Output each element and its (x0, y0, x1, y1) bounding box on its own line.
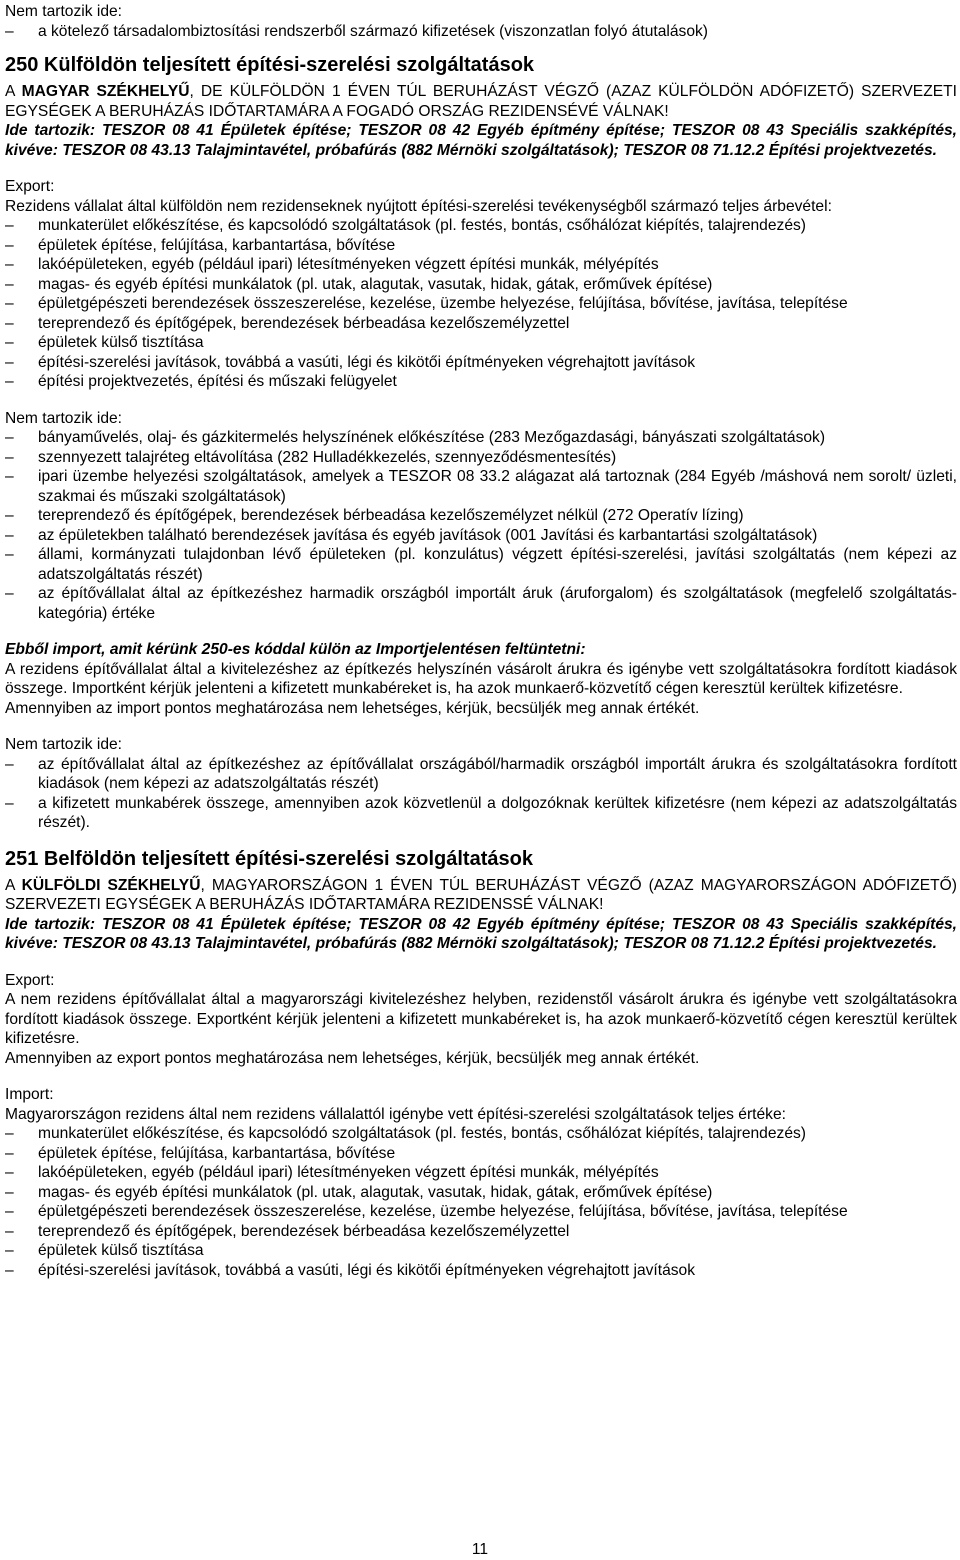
list-item: – ipari üzembe helyezési szolgáltatások, amelyek a TESZOR 08 33.2 alágazat alá tartoznak (284 Egyéb /máshová nem sorolt/ üzleti, szakmai és műszaki szolgáltatások) (5, 467, 957, 506)
list-item: – munkaterület előkészítése, és kapcsolódó szolgáltatások (pl. festés, bontás, csőhálózat kiépítés, talajrendezés) (5, 216, 957, 236)
section-250-export-list (5, 216, 957, 392)
section-250-not-included-list-2 (5, 755, 957, 833)
list-item: – az építővállalat által az építkezéshez harmadik országból importált áruk (áruforgalom) és szolgáltatások (megfelelő szolgáltatás-kategória) értéke (5, 584, 957, 623)
list-item: – épületek építése, felújítása, karbantartása, bővítése (5, 1144, 957, 1164)
list-item: – épületek külső tisztítása (5, 1241, 957, 1261)
page-number: 11 (471, 1541, 489, 1558)
list-item: – tereprendező és építőgépek, berendezések bérbeadása kezelőszemélyzet nélkül (272 Operatív lízing) (5, 506, 957, 526)
section-251 (5, 847, 957, 1281)
section-251-intro: A KÜLFÖLDI SZÉKHELYŰ, MAGYARORSZÁGON 1 ÉVEN TÚL BERUHÁZÁST VÉGZŐ (AZAZ MAGYARORSZÁGON ADÓFIZETŐ) SZERVEZETI EGYSÉGEK A BERUHÁZÁS IDŐTARTAMÁRA REZIDENSSÉ VÁLNAK! (5, 876, 957, 913)
list-item: – tereprendező és építőgépek, berendezések bérbeadása kezelőszemélyzettel (5, 314, 957, 334)
section-250 (5, 53, 957, 833)
section-251-import-label: Import: (5, 1086, 54, 1103)
list-item: – szennyezett talajréteg eltávolítása (282 Hulladékkezelés, szennyeződésmentesítés) (5, 448, 957, 468)
list-item: – lakóépületeken, egyéb (például ipari) létesítményeken végzett építési munkák, mélyépítés (5, 1163, 957, 1183)
section-250-intro-bold: MAGYAR SZÉKHELYŰ (21, 83, 190, 100)
list-item: – építési projektvezetés, építési és műszaki felügyelet (5, 372, 957, 392)
section-251-heading: 251 Belföldön teljesített építési-szerelési szolgáltatások (5, 847, 533, 870)
section-250-import-heading: Ebből import, amit kérünk 250-es kóddal külön az Importjelentésen feltüntetni: (5, 641, 586, 658)
section-250-not-included-list (5, 428, 957, 623)
list-item: – magas- és egyéb építési munkálatok (pl. utak, alagutak, vasutak, hidak, gátak, erőművek építése) (5, 1183, 957, 1203)
list-item: – épületgépészeti berendezések összeszerelése, kezelése, üzembe helyezése, felújítása, bővítése, javítása, telepítése (5, 1202, 957, 1222)
section-250-not-included-label-2: Nem tartozik ide: (5, 736, 122, 753)
section-250-heading: 250 Külföldön teljesített építési-szerelési szolgáltatások (5, 54, 535, 76)
list-item: – épületgépészeti berendezések összeszerelése, kezelése, üzembe helyezése, felújítása, bővítése, javítása, telepítése (5, 294, 957, 314)
section-251-export-label: Export: (5, 971, 55, 989)
section-251-export-estimate: Amennyiben az export pontos meghatározása nem lehetséges, kérjük, becsüljék meg annak értékét. (5, 1049, 700, 1067)
list-item: – magas- és egyéb építési munkálatok (pl. utak, alagutak, vasutak, hidak, gátak, erőművek építése) (5, 275, 957, 295)
document-page (5, 2, 957, 1280)
list-item: – munkaterület előkészítése, és kapcsolódó szolgáltatások (pl. festés, bontás, csőhálózat kiépítés, talajrendezés) (5, 1124, 957, 1144)
list-item: – a kifizetett munkabérek összege, amennyiben azok közvetlenül a dolgozóknak kerültek kifizetésre (nem képezi az adatszolgáltatás részét). (5, 794, 957, 833)
list-item: – a kötelező társadalombiztosítási rendszerből származó kifizetések (viszonzatlan folyó átutalások) (5, 22, 957, 42)
section-251-scope: Ide tartozik: TESZOR 08 41 Épületek építése; TESZOR 08 42 Egyéb építmény építése; TESZOR 08 43 Speciális szakképítés, kivéve: TESZOR 08 43.13 Talajmintavétel, próbafúrás (882 Mérnöki szolgáltatások); TESZOR 08 71.12.2 Építési projektvezetés. (5, 915, 957, 952)
section-250-export-label: Export: (5, 178, 55, 195)
list-item: – az építővállalat által az építkezéshez az építővállalat országából/harmadik országból importált árukra és szolgáltatásokra fordított kiadások (nem képezi az adatszolgáltatás részét) (5, 755, 957, 794)
list-item: – bányaművelés, olaj- és gázkitermelés helyszínének előkészítése (283 Mezőgazdasági, bányászati szolgáltatások) (5, 428, 957, 448)
section-250-intro: A MAGYAR SZÉKHELYŰ, DE KÜLFÖLDÖN 1 ÉVEN TÚL BERUHÁZÁST VÉGZŐ (AZAZ KÜLFÖLDÖN ADÓFIZETŐ) SZERVEZETI EGYSÉGEK A BERUHÁZÁS IDŐTARTAMÁRA A FOGADÓ ORSZÁG REZIDENSÉVÉ VÁLNAK! (5, 83, 957, 120)
section-250-scope: Ide tartozik: TESZOR 08 41 Épületek építése; TESZOR 08 42 Egyéb építmény építése; TESZOR 08 43 Speciális szakképítés, kivéve: TESZOR 08 43.13 Talajmintavétel, próbafúrás (882 Mérnöki szolgáltatások); TESZOR 08 71.12.2 Építési projektvezetés. (5, 122, 957, 159)
list-item: – az épületekben található berendezések javítása és egyéb javítások (001 Javítási és karbantartási szolgáltatások) (5, 526, 957, 546)
list-item: – állami, kormányzati tulajdonban lévő épületeken (pl. konzulátus) végzett építési-szerelési, javítási szolgáltatás (nem képezi az adatszolgáltatás részét) (5, 545, 957, 584)
list-item: – lakóépületeken, egyéb (például ipari) létesítményeken végzett építési munkák, mélyépítés (5, 255, 957, 275)
section-251-import-text: Magyarországon rezidens által nem rezidens vállalattól igénybe vett építési-szerelési szolgáltatások teljes értéke: (5, 1105, 786, 1123)
not-included-label: Nem tartozik ide: (5, 3, 122, 20)
list-item: – épületek külső tisztítása (5, 333, 957, 353)
list-item: – tereprendező és építőgépek, berendezések bérbeadása kezelőszemélyzettel (5, 1222, 957, 1242)
top-not-included-list (5, 22, 957, 42)
list-item: – épületek építése, felújítása, karbantartása, bővítése (5, 236, 957, 256)
section-251-import-list (5, 1124, 957, 1280)
section-250-export-text: Rezidens vállalat által külföldön nem rezidenseknek nyújtott építési-szerelési tevékenységből származó teljes árbevétel: (5, 197, 832, 215)
section-251-intro-bold: KÜLFÖLDI SZÉKHELYŰ (21, 876, 201, 894)
section-250-import-paragraph: A rezidens építővállalat által a kivitelezéshez az építkezés helyszínén vásárolt árukra és igénybe vett szolgáltatásokra fordított kiadások összege. Importként kérjük jelenteni a kifizetett munkabéreket is, ha azok munkaerő-közvetítő cégen keresztül kerültek kifizetésre. (5, 660, 957, 697)
list-item: – építési-szerelési javítások, továbbá a vasúti, légi és kikötői építményeken végrehajtott javítások (5, 1261, 957, 1281)
list-item: – építési-szerelési javítások, továbbá a vasúti, légi és kikötői építményeken végrehajtott javítások (5, 353, 957, 373)
section-250-import-estimate: Amennyiben az import pontos meghatározása nem lehetséges, kérjük, becsüljék meg annak értékét. (5, 699, 700, 717)
section-250-not-included-label: Nem tartozik ide: (5, 409, 122, 427)
section-251-export-paragraph: A nem rezidens építővállalat által a magyarországi kivitelezéshez helyben, rezidenstől vásárolt árukra és igénybe vett szolgáltatásokra fordított kiadások összege. Exportként kérjük jelenteni a kifizetett munkabéreket is, ha azok munkaerő-közvetítő cégen keresztül kerültek kifizetésre. (5, 991, 957, 1047)
